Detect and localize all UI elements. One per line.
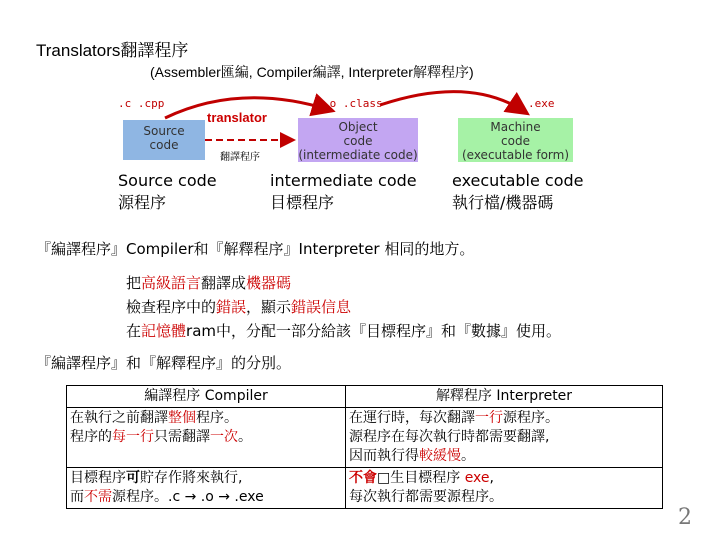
source-code-box <box>123 120 205 160</box>
machine-box-line: code <box>501 134 530 148</box>
text: 在運行時，每次翻譯 <box>349 410 475 426</box>
page-title: Translators翻譯程序 <box>36 41 189 60</box>
executable-code-zh: 執行檔/機器碼 <box>452 193 554 212</box>
header-interpreter: 解釋程序 Interpreter <box>346 386 663 408</box>
text: 程序的 <box>70 429 112 445</box>
page-number: 2 <box>678 505 692 530</box>
cell-line <box>70 428 342 447</box>
text: 源程序。 <box>503 410 559 426</box>
translator-label: translator <box>207 110 267 125</box>
similarity-line-1 <box>126 272 291 293</box>
highlight: 記憶體 <box>141 322 187 340</box>
table-row <box>67 468 663 509</box>
object-box-line: code <box>343 134 373 148</box>
text: , <box>489 470 494 486</box>
text: 在 <box>126 322 142 340</box>
similarity-line-2 <box>126 296 351 317</box>
text: 而 <box>70 489 84 505</box>
difference-heading: 『編譯程序』和『解釋程序』的分別。 <box>36 354 292 372</box>
text: 因而執行得 <box>349 448 419 464</box>
cell-line: 每次執行都需要源程序。 <box>349 489 503 505</box>
cell-line <box>349 409 659 428</box>
object-box-line: (intermediate code) <box>298 148 418 162</box>
page-subtitle: (Assembler匯編, Compiler編譯, Interpreter解釋程序) <box>150 64 474 80</box>
text: ram中，分配一部分給該『目標程序』和『數據』使用。 <box>186 322 562 340</box>
arc-object-to-machine <box>380 92 525 112</box>
source-code-en: Source code <box>118 171 217 190</box>
source-code-label <box>118 170 217 214</box>
highlight: 不需 <box>84 489 112 505</box>
comparison-table <box>66 385 663 509</box>
cell-line <box>349 447 659 466</box>
highlight: 錯誤 <box>216 298 247 316</box>
table-header-row <box>67 386 663 408</box>
highlight: 一行 <box>475 410 503 426</box>
text: 只需翻譯 <box>154 429 210 445</box>
highlight: exe <box>464 470 490 486</box>
highlight: 高級語言 <box>141 274 202 292</box>
compiler-cell-1 <box>67 408 346 468</box>
machine-code-box <box>458 118 573 162</box>
intermediate-code-en: intermediate code <box>270 171 417 190</box>
similarity-line-3 <box>126 320 561 341</box>
highlight: 可 <box>126 470 140 486</box>
ext-object: .o .class <box>323 97 383 110</box>
highlight: 整個 <box>168 410 196 426</box>
highlight: 機器碼 <box>246 274 292 292</box>
interpreter-cell-1 <box>346 408 663 468</box>
text: 把 <box>126 274 142 292</box>
text: 源程序。.c → .o → .exe <box>112 489 264 505</box>
source-box-line: Source <box>143 124 185 138</box>
intermediate-code-zh: 目標程序 <box>270 193 335 212</box>
highlight: 不會 <box>349 470 377 486</box>
text: 。 <box>238 429 252 445</box>
cell-line <box>349 469 659 488</box>
text: 在執行之前翻譯 <box>70 410 168 426</box>
highlight: 較緩慢 <box>419 448 461 464</box>
machine-box-line: (executable form) <box>461 148 570 162</box>
ext-source: .c .cpp <box>118 97 165 110</box>
text: 檢查程序中的 <box>126 298 217 316</box>
cell-line: 源程序在每次執行時都需要翻譯, <box>349 429 550 445</box>
intermediate-code-label <box>270 170 417 214</box>
text: 目標程序 <box>70 470 126 486</box>
highlight: 每一行 <box>112 429 154 445</box>
text: 貯存作將來執行, <box>140 470 243 486</box>
text: □生目標程序 <box>377 470 465 486</box>
compiler-cell-2 <box>67 468 346 509</box>
ext-machine: .exe <box>528 97 555 110</box>
cell-line <box>70 409 342 428</box>
highlight: 一次 <box>210 429 238 445</box>
translator-chinese-label: 翻譯程序 <box>220 152 260 163</box>
cell-line <box>70 488 342 507</box>
similarity-heading: 『編譯程序』Compiler和『解釋程序』Interpreter 相同的地方。 <box>36 240 475 258</box>
text: 翻譯成 <box>201 274 247 292</box>
text: ，顯示 <box>246 298 292 316</box>
text: 程序。 <box>196 410 238 426</box>
header-compiler: 編譯程序 Compiler <box>67 386 346 408</box>
highlight: 錯誤信息 <box>291 298 352 316</box>
table-row <box>67 408 663 468</box>
source-code-zh: 源程序 <box>118 193 167 212</box>
interpreter-cell-2 <box>346 468 663 509</box>
object-code-box <box>298 118 418 162</box>
cell-line <box>70 469 342 488</box>
source-box-line: code <box>149 138 179 152</box>
executable-code-en: executable code <box>452 171 584 190</box>
executable-code-label <box>452 170 584 214</box>
machine-box-line: Machine <box>490 120 541 134</box>
text: 。 <box>461 448 475 464</box>
object-box-line: Object <box>338 120 378 134</box>
